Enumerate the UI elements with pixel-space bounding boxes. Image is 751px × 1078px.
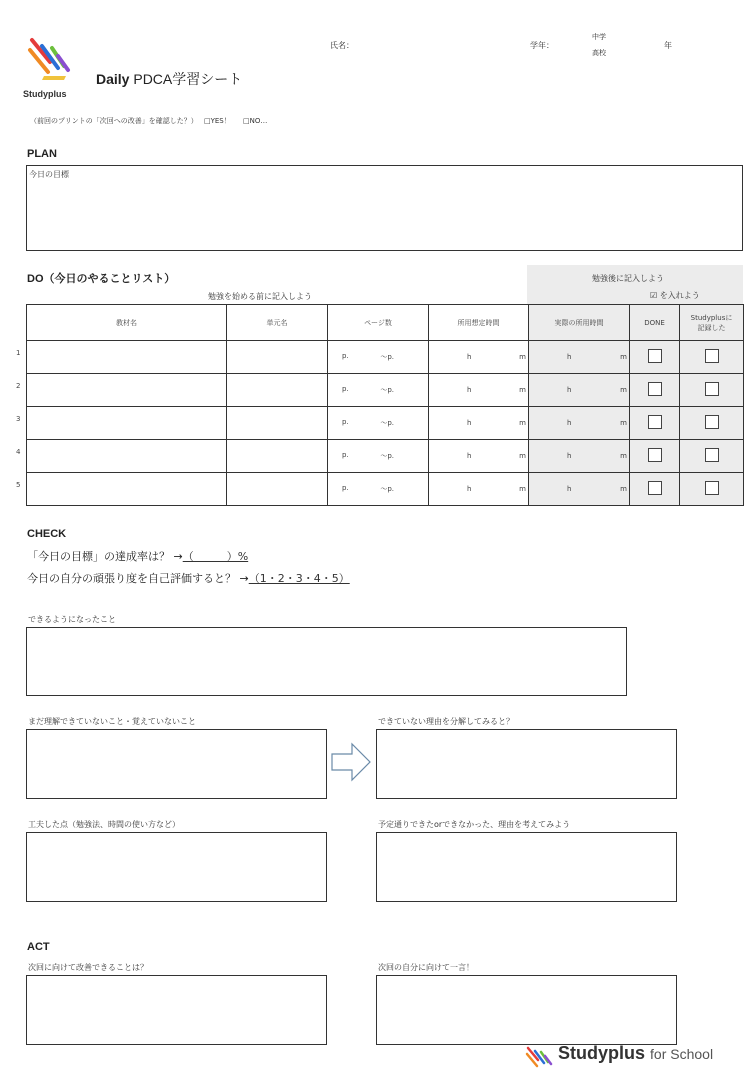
actual-time-cell[interactable] — [529, 473, 630, 506]
studyplus-cell — [680, 407, 744, 440]
unit-cell[interactable] — [227, 341, 328, 374]
unit-cell[interactable] — [227, 440, 328, 473]
reason-box[interactable] — [376, 729, 677, 799]
actual-time-cell[interactable] — [529, 440, 630, 473]
col-studyplus-line1: Studyplusに — [690, 313, 733, 322]
studyplus-footer-logo-icon — [524, 1044, 554, 1068]
studyplus-checkbox[interactable] — [705, 448, 719, 462]
message-box[interactable] — [376, 975, 677, 1045]
pages-cell[interactable] — [328, 341, 429, 374]
effort-prefix: 今日の自分の頑張り度を自己評価すると？ → — [27, 572, 249, 585]
row-number: 4 — [16, 448, 21, 456]
row-number: 3 — [16, 415, 21, 423]
can-do-label: できるようになったこと — [28, 615, 116, 624]
table-row — [27, 374, 744, 407]
col-planned-time: 所用想定時間 — [429, 305, 529, 341]
effort-line — [27, 570, 350, 586]
actual-time-cell[interactable] — [529, 374, 630, 407]
page-to: 〜p. — [380, 419, 394, 427]
check-note: ☑ を入れよう — [650, 291, 700, 300]
page-title — [96, 69, 242, 89]
material-cell[interactable] — [27, 407, 227, 440]
can-do-box[interactable] — [26, 627, 627, 696]
table-row — [27, 407, 744, 440]
material-cell[interactable] — [27, 341, 227, 374]
minute-unit: m — [620, 353, 627, 361]
col-pages: ページ数 — [328, 305, 429, 341]
planned-time-cell[interactable] — [429, 440, 529, 473]
studyplus-cell — [680, 341, 744, 374]
review-line — [30, 116, 267, 126]
logo-text: Studyplus — [23, 89, 67, 99]
goal-box[interactable] — [26, 165, 743, 251]
done-cell — [630, 473, 680, 506]
check-heading: CHECK — [27, 528, 67, 540]
studyplus-logo-icon — [24, 32, 74, 92]
row-number: 1 — [16, 349, 21, 357]
message-label: 次回の自分に向けて一言！ — [378, 963, 474, 972]
row-number: 2 — [16, 382, 21, 390]
table-row — [27, 473, 744, 506]
material-cell[interactable] — [27, 440, 227, 473]
not-understood-label: まだ理解できていないこと・覚えていないこと — [28, 717, 196, 726]
planned-time-cell[interactable] — [429, 341, 529, 374]
col-material: 教材名 — [27, 305, 227, 341]
hour-unit: h — [567, 386, 572, 394]
minute-unit: m — [519, 386, 526, 394]
studyplus-checkbox[interactable] — [705, 382, 719, 396]
after-header-band — [527, 265, 743, 305]
hour-unit: h — [567, 419, 572, 427]
planned-time-cell[interactable] — [429, 473, 529, 506]
minute-unit: m — [519, 353, 526, 361]
done-cell — [630, 407, 680, 440]
pages-cell[interactable] — [328, 407, 429, 440]
hour-unit: h — [467, 485, 472, 493]
footer-brand-name: Studyplus — [558, 1043, 646, 1063]
actual-time-cell[interactable] — [529, 341, 630, 374]
hour-unit: h — [467, 452, 472, 460]
done-checkbox[interactable] — [648, 481, 662, 495]
page-from: p. — [342, 484, 349, 492]
arrow-right-icon — [330, 742, 372, 782]
minute-unit: m — [620, 452, 627, 460]
improve-label: 次回に向けて改善できることは？ — [28, 963, 148, 972]
achievement-prefix: 「今日の目標」の達成率は？ → — [27, 550, 183, 563]
goal-label: 今日の目標 — [29, 170, 69, 179]
table-row — [27, 341, 744, 374]
footer-brand — [558, 1043, 713, 1064]
table-row — [27, 440, 744, 473]
row-number: 5 — [16, 481, 21, 489]
hour-unit: h — [567, 452, 572, 460]
hour-unit: h — [467, 419, 472, 427]
col-unit: 単元名 — [227, 305, 328, 341]
do-heading: DO（今日のやることリスト） — [27, 273, 176, 285]
done-cell — [630, 440, 680, 473]
studyplus-cell — [680, 473, 744, 506]
hour-unit: h — [467, 353, 472, 361]
minute-unit: m — [620, 485, 627, 493]
pages-cell[interactable] — [328, 473, 429, 506]
school-senior: 高校 — [592, 49, 606, 57]
act-heading: ACT — [27, 941, 50, 953]
minute-unit: m — [620, 386, 627, 394]
do-table-header — [27, 305, 744, 341]
unit-cell[interactable] — [227, 374, 328, 407]
name-label: 氏名： — [330, 41, 354, 50]
page-to: 〜p. — [380, 485, 394, 493]
minute-unit: m — [620, 419, 627, 427]
plan-heading: PLAN — [27, 148, 57, 160]
page-from: p. — [342, 385, 349, 393]
planned-time-cell[interactable] — [429, 374, 529, 407]
not-understood-box[interactable] — [26, 729, 327, 799]
minute-unit: m — [519, 452, 526, 460]
school-junior: 中学 — [592, 33, 606, 41]
studyplus-cell — [680, 440, 744, 473]
schedule-box[interactable] — [376, 832, 677, 902]
achievement-line — [27, 548, 248, 564]
before-note: 勉強を始める前に記入しよう — [208, 292, 312, 301]
ingenuity-box[interactable] — [26, 832, 327, 902]
hour-unit: h — [467, 386, 472, 394]
after-note: 勉強後に記入しよう — [592, 274, 664, 283]
planned-time-cell[interactable] — [429, 407, 529, 440]
ingenuity-label: 工夫した点（勉強法、時間の使い方など） — [28, 820, 180, 829]
col-studyplus-line2: 記録した — [697, 323, 726, 332]
pages-cell[interactable] — [328, 440, 429, 473]
done-checkbox[interactable] — [648, 448, 662, 462]
unit-cell[interactable] — [227, 407, 328, 440]
page-from: p. — [342, 352, 349, 360]
done-cell — [630, 341, 680, 374]
effort-scale[interactable]: （1・2・3・4・5） — [248, 572, 350, 585]
studyplus-checkbox[interactable] — [705, 481, 719, 495]
studyplus-checkbox[interactable] — [705, 349, 719, 363]
hour-unit: h — [567, 485, 572, 493]
unit-cell[interactable] — [227, 473, 328, 506]
review-question: （前回のプリントの「次回への改善」を確認した？） — [30, 117, 198, 125]
page-to: 〜p. — [380, 386, 394, 394]
achievement-blank[interactable]: （ ）% — [182, 550, 249, 563]
minute-unit: m — [519, 419, 526, 427]
material-cell[interactable] — [27, 374, 227, 407]
studyplus-cell — [680, 374, 744, 407]
page-from: p. — [342, 451, 349, 459]
hour-unit: h — [567, 353, 572, 361]
col-done: DONE — [630, 305, 680, 341]
studyplus-checkbox[interactable] — [705, 415, 719, 429]
pages-cell[interactable] — [328, 374, 429, 407]
material-cell[interactable] — [27, 473, 227, 506]
done-checkbox[interactable] — [648, 349, 662, 363]
reason-label: できていない理由を分解してみると？ — [378, 717, 514, 726]
col-studyplus — [680, 305, 744, 341]
year-suffix: 年 — [664, 41, 672, 50]
improve-box[interactable] — [26, 975, 327, 1045]
page-from: p. — [342, 418, 349, 426]
done-checkbox[interactable] — [648, 382, 662, 396]
page-to: 〜p. — [380, 353, 394, 361]
done-checkbox[interactable] — [648, 415, 662, 429]
col-actual-time: 実際の所用時間 — [529, 305, 630, 341]
footer-brand-sub: for School — [650, 1046, 714, 1062]
actual-time-cell[interactable] — [529, 407, 630, 440]
done-cell — [630, 374, 680, 407]
schedule-label: 予定通りできたorできなかった、理由を考えてみよう — [378, 820, 571, 829]
do-table — [26, 304, 744, 506]
grade-label: 学年： — [530, 41, 554, 50]
page-to: 〜p. — [380, 452, 394, 460]
title-rest: PDCA学習シート — [129, 71, 243, 87]
minute-unit: m — [519, 485, 526, 493]
yes-checkbox[interactable]: □YES！ — [203, 117, 231, 125]
title-bold: Daily — [96, 71, 130, 87]
no-checkbox[interactable]: □NO… — [242, 117, 268, 125]
